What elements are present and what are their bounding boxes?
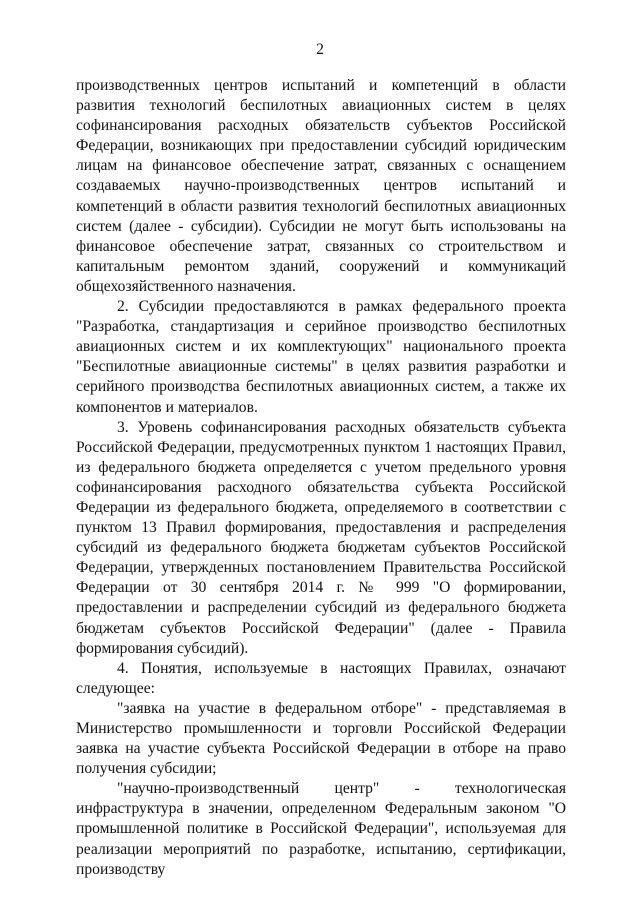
definition-scientific-production-center: "научно-производственный центр" - технологическая инфраструктура в значении, определенном Федеральным законом "О промышленной политике в Российской Федерации", используемая для реализации мероприятий по разработке, испытанию, сертификации, производству	[76, 780, 566, 878]
page-number: 2	[316, 41, 324, 58]
definition-federal-selection-application: "заявка на участие в федеральном отборе" - представляемая в Министерство промышленности и торговли Российской Федерации заявка на участие субъекта Российской Федерации в отборе на право получения субсидии;	[76, 699, 566, 778]
paragraph-item-4: 4. Понятия, используемые в настоящих Правилах, означают следующее:	[76, 659, 566, 697]
document-body	[76, 76, 566, 880]
paragraph-item-3: 3. Уровень софинансирования расходных обязательств субъекта Российской Федерации, предусмотренных пунктом 1 настоящих Правил, из федерального бюджета определяется с учетом предельного уровня софинансирования расходного обязательства субъекта Российской Федерации из федерального бюджета, определяемого в соответствии с пунктом 13 Правил формирования, предоставления и распределения субсидий из федерального бюджета бюджетам субъектов Российской Федерации, утвержденных постановлением Правительства Российской Федерации от 30 сентября 2014 г. № 999 "О формировании, предоставлении и распределении субсидий из федерального бюджета бюджетам субъектов Российской Федерации" (далее - Правила формирования субсидий).	[76, 418, 566, 657]
paragraph-continuation: производственных центров испытаний и компетенций в области развития технологий беспилотных авиационных систем в целях софинансирования расходных обязательств субъектов Российской Федерации, возникающих при предоставлении субсидий юридическим лицам на финансовое обеспечение затрат, связанных с оснащением создаваемых научно-производственных центров испытаний и компетенций в области развития технологий беспилотных авиационных систем (далее - субсидии). Субсидии не могут быть использованы на финансовое обеспечение затрат, связанных со строительством и капитальным ремонтом зданий, сооружений и коммуникаций общехозяйственного назначения.	[76, 77, 566, 295]
paragraph-item-2: 2. Субсидии предоставляются в рамках федерального проекта "Разработка, стандартизация и серийное производство беспилотных авиационных систем и их комплектующих" национального проекта "Беспилотные авиационные системы" в целях развития разработки и серийного производства беспилотных авиационных систем, а также их компонентов и материалов.	[76, 298, 566, 416]
